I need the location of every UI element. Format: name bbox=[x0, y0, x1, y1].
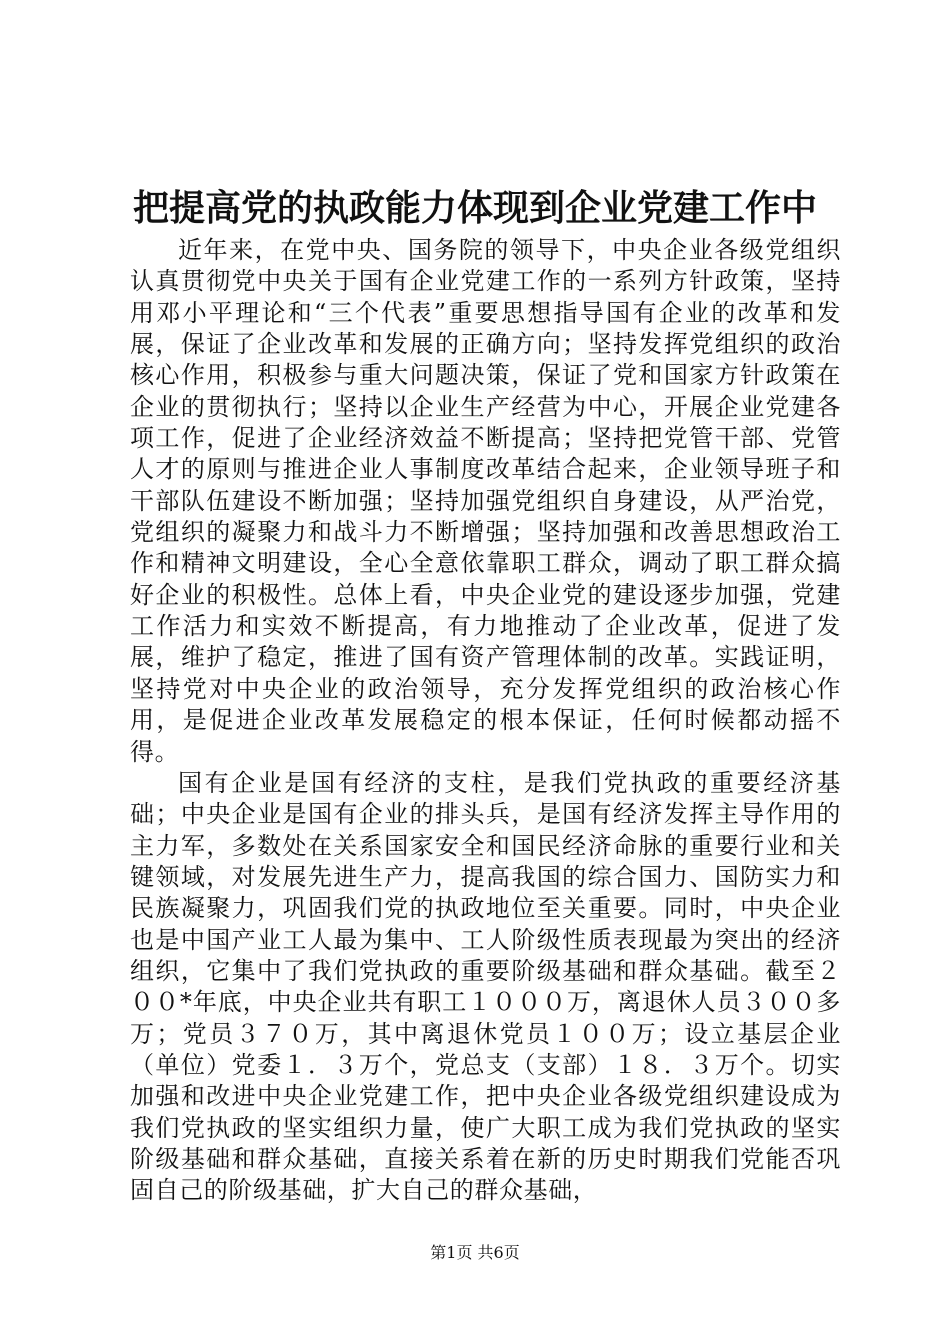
paragraph-2: 国有企业是国有经济的支柱，是我们党执政的重要经济基础；中央企业是国有企业的排头兵，是国有经济发挥主导作用的主力军，多数处在关系国家安全和国民经济命脉的重要行业和关键领域，对发展先进生产力，提高我国的综合国力、国防实力和民族凝聚力，巩固我们党的执政地位至关重要。同时，中央企业也是中国产业工人最为集中、工人阶级性质表现最为突出的经济组织，它集中了我们党执政的重要阶级基础和群众基础。截至２００*年底，中央企业共有职工１０００万，离退休人员３００多万；党员３７０万，其中离退休党员１００万；设立基层企业（单位）党委１．３万个，党总支（支部）１８．３万个。切实加强和改进中央企业党建工作，把中央企业各级党组织建设成为我们党执政的坚实组织力量，使广大职工成为我们党执政的坚实阶级基础和群众基础，直接关系着在新的历史时期我们党能否巩固自己的阶级基础，扩大自己的群众基础， bbox=[130, 768, 841, 1205]
document-title: 把提高党的执政能力体现到企业党建工作中 bbox=[132, 187, 817, 229]
paragraph-1: 近年来，在党中央、国务院的领导下，中央企业各级党组织认真贯彻党中央关于国有企业党建工作的一系列方针政策，坚持用邓小平理论和“三个代表”重要思想指导国有企业的改革和发展，保证了企业改革和发展的正确方向；坚持发挥党组织的政治核心作用，积极参与重大问题决策，保证了党和国家方针政策在企业的贯彻执行；坚持以企业生产经营为中心，开展企业党建各项工作，促进了企业经济效益不断提高；坚持把党管干部、党管人才的原则与推进企业人事制度改革结合起来，企业领导班子和干部队伍建设不断加强；坚持加强党组织自身建设，从严治党，党组织的凝聚力和战斗力不断增强；坚持加强和改善思想政治工作和精神文明建设，全心全意依靠职工群众，调动了职工群众搞好企业的积极性。总体上看，中央企业党的建设逐步加强，党建工作活力和实效不断提高，有力地推动了企业改革，促进了发展，维护了稳定，推进了国有资产管理体制的改革。实践证明，坚持党对中央企业的政治领导，充分发挥党组织的政治核心作用，是促进企业改革发展稳定的根本保证，任何时候都动摇不得。 bbox=[130, 236, 841, 766]
document-body bbox=[130, 235, 841, 1207]
page-footer: 第1页 共6页 bbox=[430, 1243, 520, 1262]
